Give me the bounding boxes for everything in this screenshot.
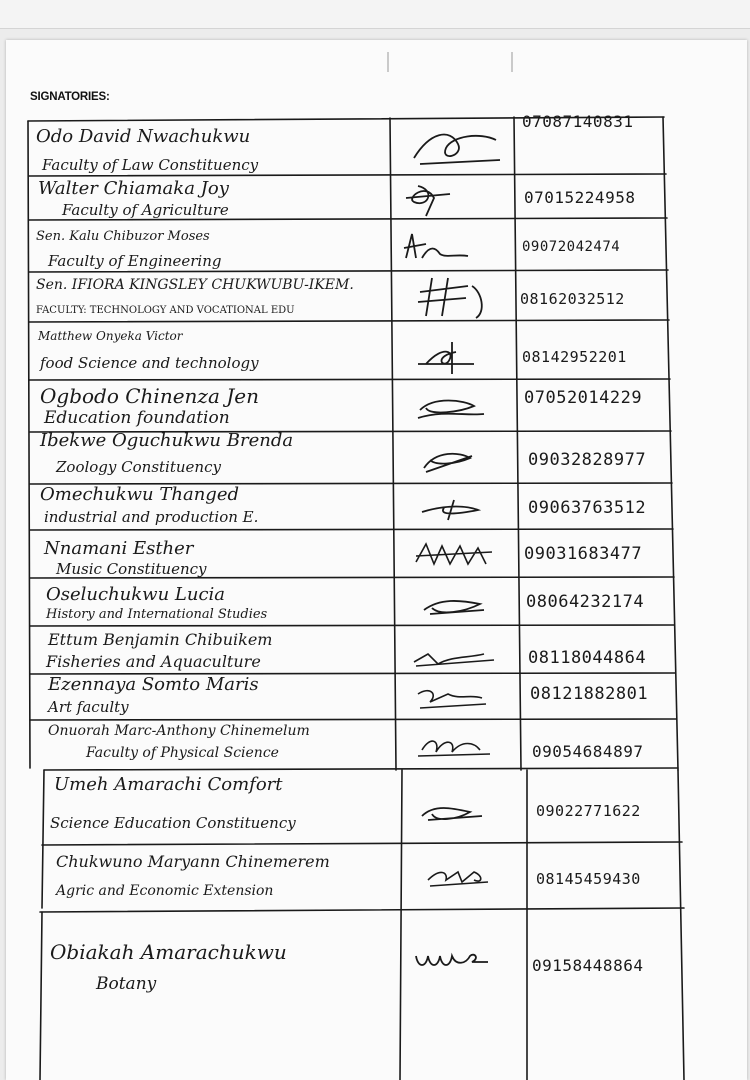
row-14-signature (412, 796, 508, 832)
row-15-signature (418, 858, 514, 894)
row-5-signature (404, 334, 504, 378)
row-8-signature (408, 490, 508, 530)
row-4-phone: 08162032512 (520, 290, 625, 308)
row-13-phone: 09054684897 (532, 742, 644, 761)
row-8-name: Omechukwu Thanged (40, 484, 239, 505)
row-14-faculty: Science Education Constituency (50, 814, 296, 832)
row-5-faculty: food Science and technology (40, 354, 259, 372)
row-16-phone: 09158448864 (532, 956, 644, 975)
row-1-faculty: Faculty of Law Constituency (42, 156, 259, 174)
row-6-name: Ogbodo Chinenza Jen (40, 384, 259, 408)
punch-marks (380, 48, 540, 78)
row-11-name: Ettum Benjamin Chibuikem (48, 630, 273, 649)
row-10-name: Oseluchukwu Lucia (46, 584, 226, 605)
row-8-phone: 09063763512 (528, 498, 647, 518)
row-2-phone: 07015224958 (524, 188, 636, 207)
row-3-phone: 09072042474 (522, 239, 621, 255)
row-2-faculty: Faculty of Agriculture (62, 201, 229, 219)
row-2-signature (396, 178, 508, 220)
row-13-signature (410, 730, 506, 766)
row-13-faculty: Faculty of Physical Science (86, 745, 279, 761)
row-12-name: Ezennaya Somto Maris (48, 674, 259, 695)
row-11-faculty: Fisheries and Aquaculture (46, 652, 261, 671)
row-4-faculty: FACULTY: TECHNOLOGY AND VOCATIONAL EDU (36, 305, 295, 316)
row-10-faculty: History and International Studies (46, 607, 268, 622)
row-15-phone: 08145459430 (536, 870, 641, 888)
row-11-phone: 08118044864 (528, 648, 647, 668)
row-1-name: Odo David Nwachukwu (36, 126, 251, 147)
row-9-phone: 09031683477 (524, 544, 643, 564)
row-13-name: Onuorah Marc-Anthony Chinemelum (48, 723, 310, 739)
row-8-faculty: industrial and production E. (44, 508, 259, 526)
row-2-name: Walter Chiamaka Joy (38, 178, 229, 199)
row-4-signature (406, 272, 506, 322)
row-9-faculty: Music Constituency (56, 560, 207, 578)
row-3-name: Sen. Kalu Chibuzor Moses (36, 229, 210, 244)
row-14-name: Umeh Amarachi Comfort (54, 774, 283, 795)
row-15-name: Chukwuno Maryann Chinemerem (56, 852, 330, 871)
row-11-signature (408, 640, 504, 674)
row-16-signature (410, 942, 506, 978)
row-9-name: Nnamani Esther (44, 538, 194, 559)
row-1-phone: 07087140831 (522, 112, 634, 131)
row-14-phone: 09022771622 (536, 802, 641, 820)
row-6-faculty: Education foundation (44, 408, 230, 428)
row-7-phone: 09032828977 (528, 450, 647, 470)
row-12-phone: 08121882801 (530, 684, 649, 704)
row-5-name: Matthew Onyeka Victor (38, 329, 183, 343)
row-9-signature (406, 534, 506, 578)
row-3-faculty: Faculty of Engineering (48, 252, 222, 270)
row-10-phone: 08064232174 (526, 592, 645, 612)
row-6-phone: 07052014229 (524, 388, 643, 408)
row-4-name: Sen. IFIORA KINGSLEY CHUKWUBU-IKEM. (36, 277, 354, 293)
row-7-faculty: Zoology Constituency (56, 458, 221, 476)
row-5-phone: 08142952201 (522, 348, 627, 366)
signatories-heading: SIGNATORIES: (30, 91, 110, 103)
row-10-signature (410, 588, 506, 626)
row-7-name: Ibekwe Oguchukwu Brenda (40, 430, 294, 451)
row-1-signature (400, 122, 512, 174)
row-12-signature (408, 680, 504, 716)
row-15-faculty: Agric and Economic Extension (56, 883, 274, 899)
row-12-faculty: Art faculty (48, 698, 129, 716)
row-7-signature (406, 438, 506, 482)
row-16-name: Obiakah Amarachukwu (50, 940, 287, 964)
row-6-signature (404, 386, 504, 430)
row-16-faculty: Botany (96, 974, 157, 994)
row-3-signature (396, 224, 508, 270)
